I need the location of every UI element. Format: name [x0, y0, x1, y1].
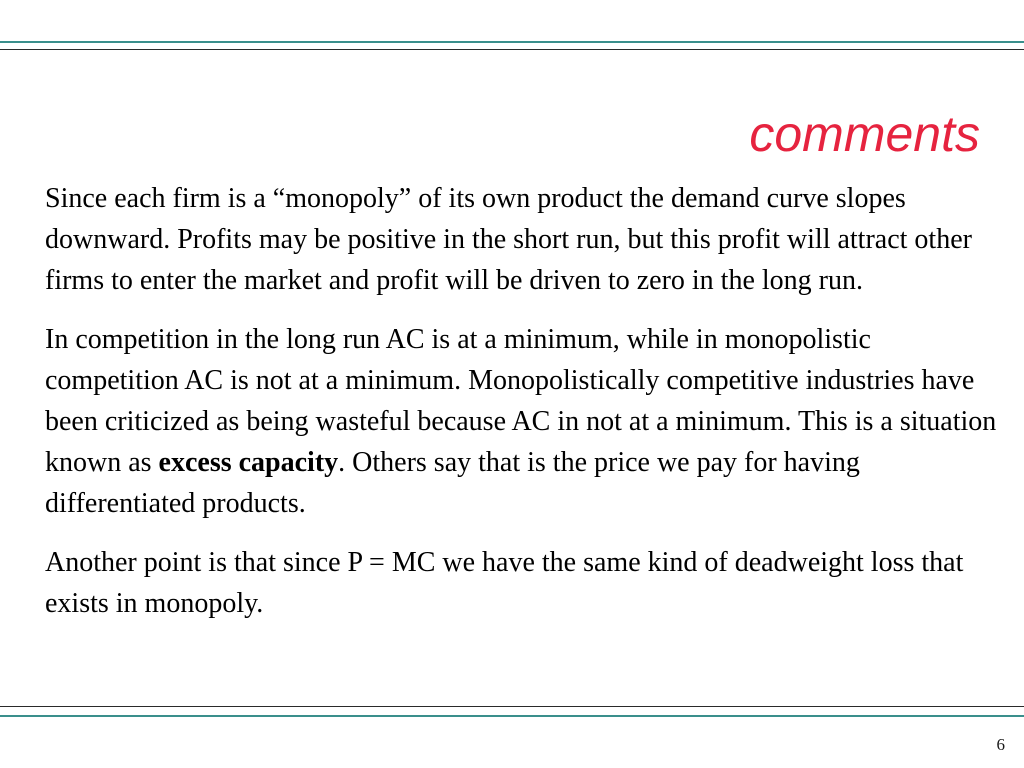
paragraph-2: [45, 319, 1000, 524]
paragraph-2-text-after: . Others say that is the price we pay for having differentiated products.: [45, 447, 860, 519]
top-rule-teal: [0, 41, 1024, 43]
top-rule-dark: [0, 49, 1024, 50]
bottom-rule-dark: [0, 706, 1024, 707]
slide-body: [45, 178, 1000, 624]
paragraph-2-text-before: In competition in the long run AC is at a minimum, while in monopolistic competition AC is not at a minimum. Monopolistically competitive industries have been criticized as being wasteful because AC in not at a minimum. This is a situation known as: [45, 324, 997, 478]
excess-capacity-emphasis: excess capacity: [158, 447, 339, 478]
page-number: 6: [996, 735, 1005, 754]
slide-title: comments: [749, 106, 980, 162]
bottom-rule-teal: [0, 715, 1024, 717]
paragraph-1: Since each firm is a “monopoly” of its own product the demand curve slopes downward. Profits may be positive in the short run, but this profit will attract other firms to enter the market and profit will be driven to zero in the long run.: [45, 183, 972, 296]
paragraph-3: Another point is that since P = MC we have the same kind of deadweight loss that exists in monopoly.: [45, 547, 964, 619]
